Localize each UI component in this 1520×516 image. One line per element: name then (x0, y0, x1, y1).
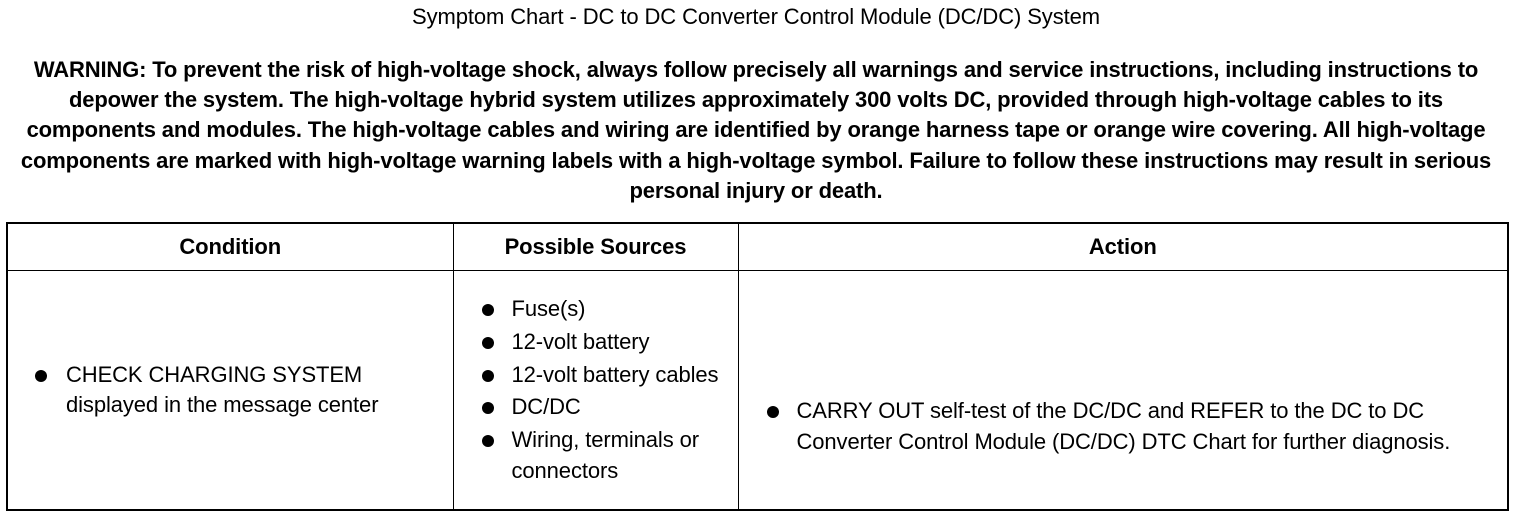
condition-text: CHECK CHARGING SYSTEM displayed in the message center (66, 361, 379, 417)
condition-cell (7, 271, 453, 511)
chart-title: Symptom Chart - DC to DC Converter Control Module (DC/DC) System (412, 4, 1100, 29)
condition-item (66, 360, 443, 421)
source-item (512, 360, 732, 391)
possible-sources-cell (453, 271, 738, 511)
bullet-icon (767, 406, 779, 418)
table-row (7, 271, 1508, 511)
source-text: DC/DC (511, 394, 581, 420)
source-item (512, 294, 732, 325)
action-list (739, 323, 1508, 457)
header-possible-sources: Possible Sources (453, 223, 738, 271)
source-text: Wiring, terminals or connectors (511, 427, 699, 483)
bullet-icon (35, 370, 47, 382)
condition-list (8, 360, 453, 421)
bullet-icon (482, 337, 494, 349)
action-text: CARRY OUT self-test of the DC/DC and REFER to the DC to DC Converter Control Module (DC/DC) DTC Chart for further diagnosis. (796, 398, 1451, 454)
table-header-row (7, 223, 1508, 271)
bullet-icon (482, 370, 494, 382)
header-condition: Condition (7, 223, 453, 271)
source-text: 12-volt battery cables (511, 361, 719, 387)
bullet-icon (482, 402, 494, 414)
bullet-icon (482, 304, 494, 316)
source-item (512, 425, 732, 486)
action-item (797, 396, 1488, 457)
action-cell (738, 271, 1508, 511)
header-action: Action (738, 223, 1508, 271)
source-text: 12-volt battery (511, 328, 650, 354)
symptom-table (6, 222, 1509, 511)
source-item (512, 392, 732, 423)
bullet-icon (482, 435, 494, 447)
source-item (512, 327, 732, 358)
source-text: Fuse(s) (511, 295, 586, 321)
sources-list (454, 294, 738, 486)
warning-text: WARNING: To prevent the risk of high-voltage shock, always follow precisely all warnings and service instructions, including instructions to depower the system. The high-voltage hybrid system utilizes approximately 300 volts DC, provided through high-voltage cables to its components and modules. The high-voltage cables and wiring are identified by orange harness tape or orange wire covering. All high-voltage components are marked with high-voltage warning labels with a high-voltage symbol. Failure to follow these instructions may result in serious personal injury or death. (20, 57, 1492, 203)
